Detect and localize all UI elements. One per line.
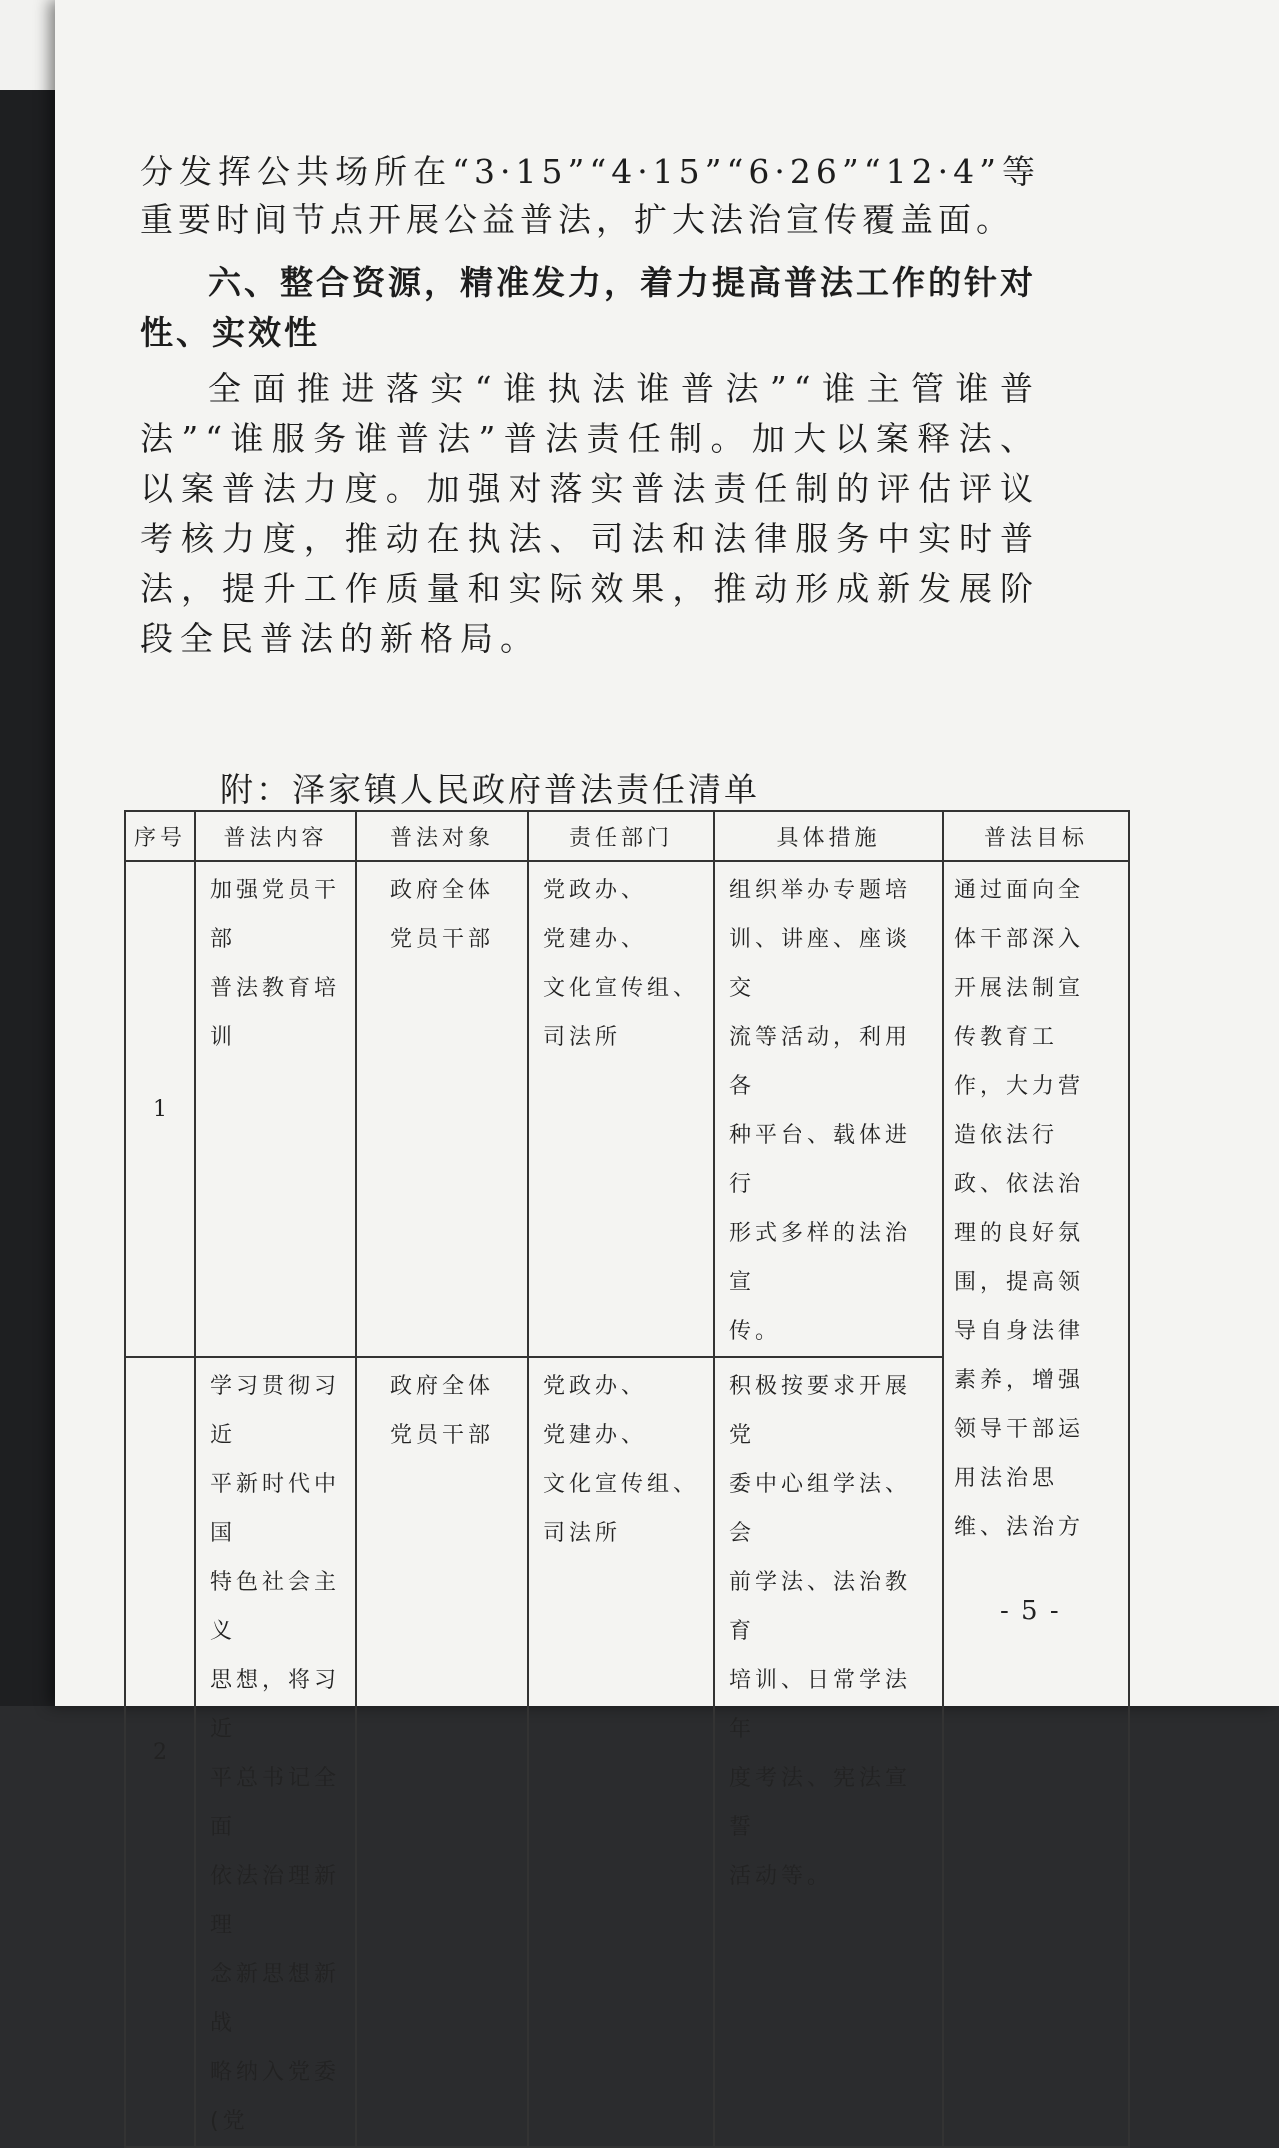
row-measure: 积极按要求开展党 委中心组学法、会 前学法、法治教育 培训、日常学法年 度考法、宪法宣誓 活动等。 <box>729 1374 912 1889</box>
page-number: - 5 - <box>1000 1596 1061 1626</box>
row-dept-cell <box>528 861 714 1357</box>
row-dept-cell <box>528 1357 714 2147</box>
table-header-row <box>125 811 1129 861</box>
row-dept: 党政办、 党建办、 文化宣传组、 司法所 <box>543 1374 700 1546</box>
header-content: 普法内容 <box>195 811 356 861</box>
header-goal: 普法目标 <box>943 811 1129 861</box>
header-target: 普法对象 <box>356 811 528 861</box>
row-content-cell <box>195 1357 356 2147</box>
row-target-cell <box>356 1357 528 2147</box>
row-content: 加强党员干部 普法教育培训 <box>210 878 341 1050</box>
row-measure-cell <box>714 861 943 1357</box>
row-target-cell <box>356 861 528 1357</box>
header-measure: 具体措施 <box>714 811 943 861</box>
table-row <box>125 861 1129 1357</box>
row-goal: 通过面向全 体干部深入 开展法制宣 传教育工 作，大力营 造依法行 政、依法治 理的良好氛 围，提高领 导自身法律 素养，增强 领导干部运 用法治思 维、法治方 <box>954 878 1085 1540</box>
row-target: 政府全体 党员干部 <box>389 878 494 952</box>
section-heading-six: 六、整合资源，精准发力，着力提高普法工作的针对性、实效性 <box>140 263 1036 352</box>
document-body <box>140 148 1040 664</box>
header-seq: 序号 <box>125 811 195 861</box>
goal-cell <box>943 861 1129 2147</box>
header-dept: 责任部门 <box>528 811 714 861</box>
row-seq: 2 <box>125 1357 195 2147</box>
row-dept: 党政办、 党建办、 文化宣传组、 司法所 <box>543 878 700 1050</box>
responsibility-table <box>124 810 1130 2148</box>
row-target: 政府全体 党员干部 <box>389 1374 494 1448</box>
row-content-cell <box>195 861 356 1357</box>
row-measure-cell <box>714 1357 943 2147</box>
paragraph-responsibility-system: 全面推进落实“谁执法谁普法”“谁主管谁普法”“谁服务谁普法”普法责任制。加大以案释法、以案普法力度。加强对落实普法责任制的评估评议考核力度，推动在执法、司法和法律服务中实时普法，提升工作质量和实际效果，推动形成新发展阶段全民普法的新格局。 <box>140 369 1040 658</box>
row-content: 学习贯彻习近 平新时代中国 特色社会主义 思想，将习近 平总书记全面 依法治理新理 念新思想新战 略纳入党委(党 <box>210 1374 341 2134</box>
attachment-title: 附：泽家镇人民政府普法责任清单 <box>220 770 760 809</box>
row-measure: 组织举办专题培 训、讲座、座谈交 流等活动，利用各 种平台、载体进行 形式多样的法治宣 传。 <box>729 878 912 1344</box>
row-seq: 1 <box>125 861 195 1357</box>
paragraph-public-venues: 分发挥公共场所在“3·15”“4·15”“6·26”“12·4”等重要时间节点开展公益普法，扩大法治宣传覆盖面。 <box>140 152 1040 239</box>
